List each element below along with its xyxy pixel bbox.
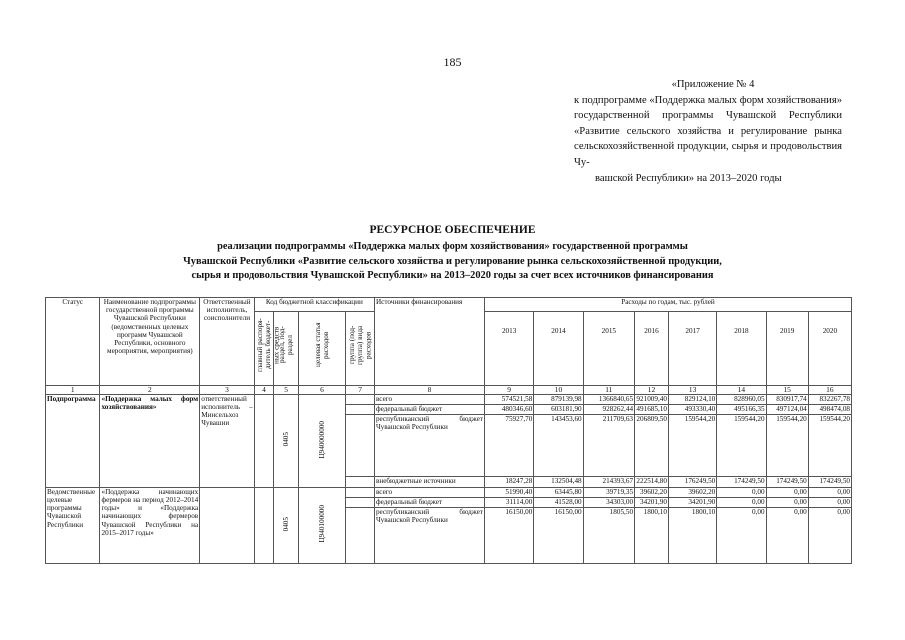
header-grbs: главный распоря- дитель бюджет- ных средств [255, 318, 281, 372]
column-number: 9 [484, 385, 533, 394]
value-cell: 879139,98 [534, 394, 583, 404]
value-cell: 34201,90 [635, 497, 669, 507]
value-cell: 39602,20 [635, 487, 669, 497]
row-name: «Поддержка начинающих фермеров на период 2012–2014 годы» и «Поддержка начинающих фермеров Чувашской Республики на 2015–2017 годы» [100, 487, 200, 563]
column-number-row [46, 385, 852, 394]
resource-table [45, 297, 852, 564]
header-sources: Источники финансирования [374, 298, 484, 386]
header-year: 2013 [484, 327, 533, 385]
column-number: 3 [200, 385, 254, 394]
value-cell: 498474,08 [808, 404, 851, 414]
column-number: 6 [298, 385, 345, 394]
value-cell: 495166,35 [717, 404, 766, 414]
column-number: 4 [254, 385, 274, 394]
value-cell: 51990,40 [484, 487, 533, 497]
value-cell: 829124,10 [668, 394, 716, 404]
column-number: 8 [374, 385, 484, 394]
source-label: республиканский бюджет Чувашской Республики [374, 414, 484, 476]
source-label: республиканский бюджет Чувашской Республики [374, 507, 484, 563]
header-year: 2018 [717, 327, 766, 385]
value-cell: 214393,67 [583, 476, 634, 487]
value-cell: 0,00 [766, 487, 808, 497]
header-year: 2015 [583, 327, 634, 385]
value-cell: 603181,90 [534, 404, 583, 414]
column-number: 14 [717, 385, 766, 394]
header-year: 2014 [534, 327, 583, 385]
appendix-heading: «Приложение № 4 [671, 79, 755, 90]
value-cell: 174249,50 [766, 476, 808, 487]
column-number: 16 [808, 385, 851, 394]
value-cell: 1805,50 [583, 507, 634, 563]
value-cell: 159544,20 [668, 414, 716, 476]
row-csr-code: Ц940100000 [317, 505, 326, 543]
value-cell: 39602,20 [668, 487, 716, 497]
value-cell: 159544,20 [717, 414, 766, 476]
header-year: 2017 [668, 327, 716, 385]
value-cell: 16150,00 [484, 507, 533, 563]
row-csr-code: Ц940000000 [317, 420, 326, 459]
value-cell: 41528,00 [534, 497, 583, 507]
document-title [0, 224, 905, 284]
source-label: федеральный бюджет [374, 497, 484, 507]
value-cell: 0,00 [766, 507, 808, 563]
value-cell: 63445,80 [534, 487, 583, 497]
column-number: 13 [668, 385, 716, 394]
row-responsible: ответственный исполнитель – Минсельхоз Чувашии [200, 394, 254, 487]
header-name: Наименование подпрограммы государственной программы Чувашской Республики (ведомственных целевых программ Чувашской Республики, основного мероприятия, мероприятия) [100, 298, 200, 386]
value-cell: 0,00 [808, 497, 851, 507]
row-status: Ведомственные целевые программы Чувашской Республики [46, 487, 100, 563]
value-cell: 1366840,65 [583, 394, 634, 404]
row-name: «Поддержка малых форм хозяйствования» [100, 394, 200, 487]
row-rz-code: 0405 [281, 432, 290, 447]
header-year: 2016 [635, 327, 669, 385]
value-cell: 34303,00 [583, 497, 634, 507]
source-label: всего [374, 394, 484, 404]
value-cell: 574521,58 [484, 394, 533, 404]
value-cell: 159544,20 [808, 414, 851, 476]
value-cell: 480346,60 [484, 404, 533, 414]
appendix-last-line: вашской Республики» на 2013–2020 годы [595, 172, 782, 184]
header-responsible: Ответственный исполнитель, соисполнители [200, 298, 254, 386]
value-cell: 132504,48 [534, 476, 583, 487]
source-label: всего [374, 487, 484, 497]
value-cell: 0,00 [717, 507, 766, 563]
value-cell: 830917,74 [766, 394, 808, 404]
value-cell: 832267,78 [808, 394, 851, 404]
value-cell: 34201,90 [668, 497, 716, 507]
value-cell: 174249,50 [808, 476, 851, 487]
value-cell: 39719,35 [583, 487, 634, 497]
value-cell: 0,00 [808, 507, 851, 563]
column-number: 7 [346, 385, 375, 394]
value-cell: 211709,63 [583, 414, 634, 476]
header-vr: группа (под- группа) вида расходов [347, 325, 373, 365]
value-cell: 143453,60 [534, 414, 583, 476]
table-row [46, 487, 852, 497]
title-line-2: реализации подпрограммы «Поддержка малых форм хозяйствования» государственной программы [217, 241, 688, 252]
source-label: внебюджетные источники [374, 476, 484, 487]
column-number: 1 [46, 385, 100, 394]
header-rz: раздел, под- раздел [277, 326, 295, 364]
title-line-3: Чувашской Республики «Развитие сельского хозяйства и регулирование рынка сельскохозяйственной продукции, [183, 255, 722, 267]
value-cell: 159544,20 [766, 414, 808, 476]
row-status: Подпрограмма [46, 394, 100, 487]
value-cell: 828960,05 [717, 394, 766, 404]
title-line-1: РЕСУРСНОЕ ОБЕСПЕЧЕНИЕ [369, 224, 536, 236]
value-cell: 1800,10 [635, 507, 669, 563]
column-number: 5 [274, 385, 299, 394]
page-number: 185 [443, 55, 462, 69]
value-cell: 497124,04 [766, 404, 808, 414]
value-cell: 0,00 [808, 487, 851, 497]
value-cell: 31114,00 [484, 497, 533, 507]
value-cell: 0,00 [717, 487, 766, 497]
value-cell: 928262,44 [583, 404, 634, 414]
header-csr: целевая статья расходов [313, 322, 331, 368]
value-cell: 176249,50 [668, 476, 716, 487]
value-cell: 491685,10 [636, 404, 667, 413]
appendix-note [574, 77, 842, 186]
value-cell: 18247,28 [484, 476, 533, 487]
value-cell: 1800,10 [668, 507, 716, 563]
title-line-4: сырья и продовольствия Чувашской Республики» на 2013–2020 годы за счет всех источников финансирования [191, 270, 714, 281]
column-number: 2 [100, 385, 200, 394]
value-cell: 921009,40 [636, 394, 667, 403]
source-label: федеральный бюджет [374, 404, 484, 414]
row-rz-code: 0405 [281, 516, 290, 532]
column-number: 11 [583, 385, 634, 394]
column-number: 12 [635, 385, 669, 394]
value-cell: 0,00 [766, 497, 808, 507]
header-budget-code: Код бюджетной классификации [254, 298, 374, 312]
column-number: 15 [766, 385, 808, 394]
value-cell: 206809,50 [635, 414, 669, 476]
value-cell: 174249,50 [717, 476, 766, 487]
value-cell: 75927,70 [484, 414, 533, 476]
value-cell: 493330,40 [668, 404, 716, 414]
value-cell: 0,00 [717, 497, 766, 507]
appendix-body: к подпрограмме «Поддержка малых форм хозяйствования» государственной программы Чувашской Республики «Развитие сельского хозяйства и регулирование рынка сельскохозяйственной продукции, сырья и продовольствия Чу- [574, 94, 842, 168]
header-expenses: Расходы по годам, тыс. рублей [484, 298, 851, 312]
value-cell: 222514,80 [635, 476, 669, 487]
header-status: Статус [46, 298, 100, 386]
header-year: 2020 [808, 327, 851, 385]
table-row [46, 394, 852, 404]
column-number: 10 [534, 385, 583, 394]
value-cell: 16150,00 [534, 507, 583, 563]
header-year: 2019 [766, 327, 808, 385]
